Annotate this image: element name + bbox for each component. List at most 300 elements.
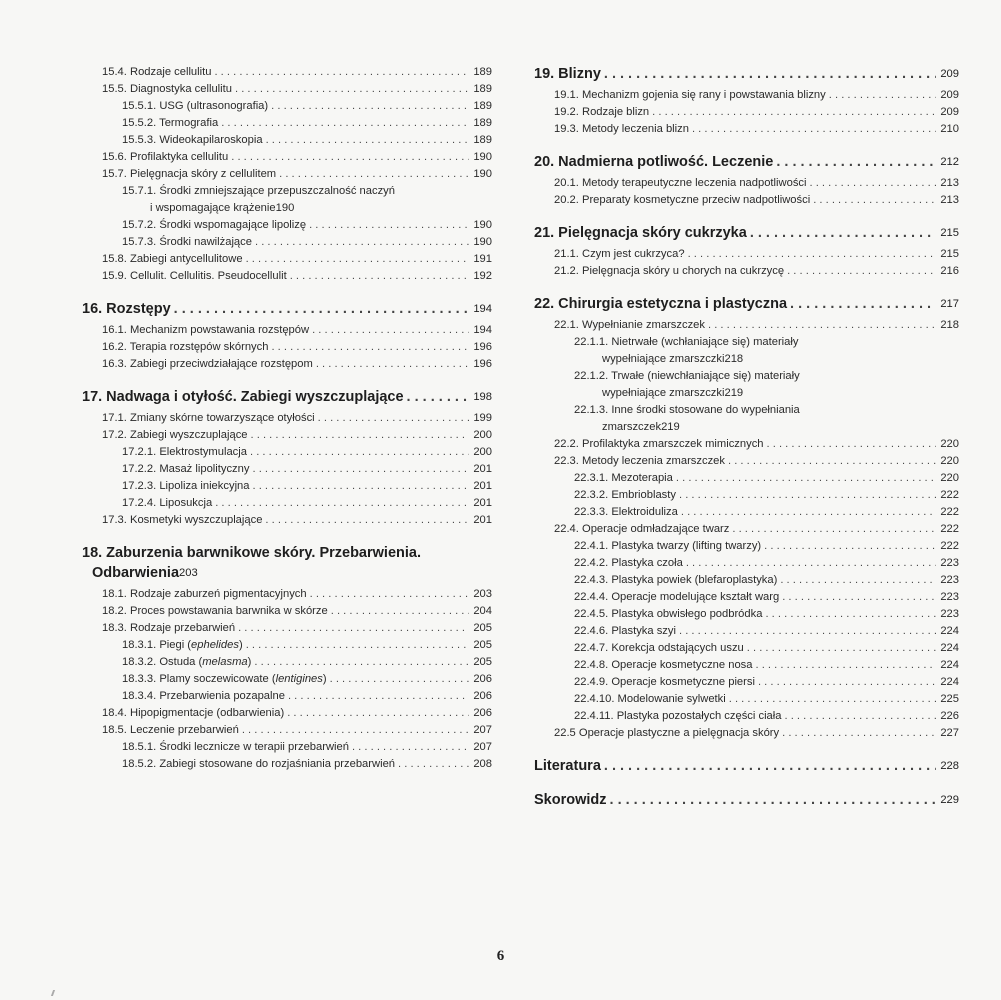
toc-entry: [534, 470, 959, 487]
toc-entry: [534, 487, 959, 504]
toc-page-number: 228: [940, 760, 959, 772]
toc-page-number: 226: [940, 710, 959, 722]
toc-entry-title: 22.4. Operacje odmładzające twarz: [554, 523, 730, 535]
toc-entry-title-cont: wypełniające zmarszczki: [602, 353, 725, 365]
toc-entry-title-cont: i wspomagające krążenie: [150, 202, 276, 214]
dot-leader: [316, 356, 470, 373]
toc-entry-title: 22.4.11. Plastyka pozostałych części ciała: [574, 710, 782, 722]
toc-entry-title: 22.3. Metody leczenia zmarszczek: [554, 455, 725, 467]
toc-entry: [82, 654, 492, 671]
toc-page-number: 223: [940, 608, 959, 620]
toc-entry-title: 22.3.3. Elektroiduliza: [574, 506, 678, 518]
dot-leader: [764, 538, 936, 555]
toc-entry-title: 15.9. Cellulit. Cellulitis. Pseudocellulit: [102, 270, 287, 282]
dot-leader: [330, 671, 470, 688]
toc-page-number: 196: [473, 358, 492, 370]
toc-page-number: 215: [940, 248, 959, 260]
toc-page-number: 207: [473, 741, 492, 753]
toc-entry: [534, 589, 959, 606]
toc-page-number: 189: [473, 83, 492, 95]
toc-entry: [82, 637, 492, 654]
toc-page-number: 205: [473, 656, 492, 668]
toc-entry-title: 20.1. Metody terapeutyczne leczenia nadpotliwości: [554, 177, 807, 189]
toc-page-number: 189: [473, 100, 492, 112]
toc-page-number: 219: [724, 387, 744, 399]
toc-page-number: 224: [940, 676, 959, 688]
toc-entry: [534, 317, 959, 334]
toc-page-number: 223: [940, 591, 959, 603]
dot-leader: [252, 461, 469, 478]
toc-page-number: 200: [473, 446, 492, 458]
toc-entry: [82, 115, 492, 132]
toc-entry-title: 22.4.5. Plastyka obwisłego podbródka: [574, 608, 763, 620]
toc-page-number: 190: [275, 202, 295, 214]
toc-entry: [82, 339, 492, 356]
toc-entry: [534, 555, 959, 572]
toc-entry: [534, 504, 959, 521]
dot-leader: [266, 132, 470, 149]
dot-leader: [352, 739, 469, 756]
toc-page-number: 201: [473, 497, 492, 509]
dot-leader: [290, 268, 470, 285]
dot-leader: [679, 487, 936, 504]
toc-entry: [82, 688, 492, 705]
toc-entry-title: [122, 654, 251, 671]
toc-page-number: 206: [473, 690, 492, 702]
toc-entry: [534, 104, 959, 121]
toc-page-number: 212: [940, 156, 959, 168]
toc-entry-title: 22.4.1. Plastyka twarzy (lifting twarzy): [574, 540, 762, 552]
toc-chapter: [534, 294, 959, 314]
toc-entry: [82, 356, 492, 373]
toc-page-number: 198: [473, 391, 492, 403]
dot-leader: [692, 121, 936, 138]
toc-page-number: 213: [940, 177, 959, 189]
toc-entry-title: 16.1. Mechanizm powstawania rozstępów: [102, 324, 310, 336]
toc-page-number: 225: [940, 693, 959, 705]
toc-entry-title: 15.5.1. USG (ultrasonografia): [122, 100, 269, 112]
toc-entry: [534, 192, 959, 209]
toc-entry-latin-term: ephelides: [191, 639, 239, 651]
toc-entry-title: 15.5.2. Termografia: [122, 117, 219, 129]
toc-entry: [534, 436, 959, 453]
toc-entry-continuation: [82, 563, 492, 583]
toc-page-number: 200: [473, 429, 492, 441]
dot-leader: [813, 192, 936, 209]
dot-leader: [750, 223, 937, 243]
toc-entry-latin-term: lentigines: [275, 673, 323, 685]
toc-entry-title: 18. Zaburzenia barwnikowe skóry. Przebarwienia.: [82, 545, 421, 561]
toc-entry-title: 22.3.2. Embrioblasty: [574, 489, 676, 501]
dot-leader: [652, 104, 936, 121]
dot-leader: [251, 427, 470, 444]
toc-entry-title: 19. Blizny: [534, 66, 601, 82]
toc-entry: [534, 453, 959, 470]
toc-entry-title-part: ): [247, 656, 252, 668]
toc-entry-title: 15.7.2. Środki wspomagające lipolizę: [122, 219, 307, 231]
toc-entry: [82, 671, 492, 688]
toc-entry-title: 22.4.9. Operacje kosmetyczne piersi: [574, 676, 755, 688]
dot-leader: [407, 387, 470, 407]
toc-entry-title: 22.1.3. Inne środki stosowane do wypełniania: [574, 404, 800, 416]
dot-leader: [829, 87, 937, 104]
toc-page-number: 190: [473, 151, 492, 163]
dot-leader: [331, 603, 470, 620]
dot-leader: [728, 453, 936, 470]
dot-leader: [790, 294, 936, 314]
toc-page-number: 215: [940, 227, 959, 239]
dot-leader: [318, 410, 470, 427]
toc-page-number: 189: [473, 66, 492, 78]
toc-entry-title: 16.3. Zabiegi przeciwdziałające rozstępom: [102, 358, 313, 370]
dot-leader: [729, 691, 937, 708]
toc-entry-title: 15.6. Profilaktyka cellulitu: [102, 151, 229, 163]
toc-page-number: 224: [940, 642, 959, 654]
toc-page-number: 201: [473, 463, 492, 475]
toc-page-number: 189: [473, 117, 492, 129]
toc-page-number: 218: [724, 353, 744, 365]
toc-entry-title: 15.7.3. Środki nawilżające: [122, 236, 252, 248]
toc-left-column: [82, 64, 492, 773]
toc-entry-title: 17.2.1. Elektrostymulacja: [122, 446, 247, 458]
toc-chapter: [534, 152, 959, 172]
toc-page-number: 209: [940, 106, 959, 118]
toc-entry-title: 22.1. Wypełnianie zmarszczek: [554, 319, 705, 331]
toc-page-number: 206: [473, 707, 492, 719]
toc-entry-title: 22.4.10. Modelowanie sylwetki: [574, 693, 726, 705]
toc-entry-title: 22.4.6. Plastyka szyi: [574, 625, 676, 637]
dot-leader: [235, 81, 469, 98]
dot-leader: [755, 657, 936, 674]
toc-entry: [534, 334, 959, 368]
toc-page-number: 196: [473, 341, 492, 353]
dot-leader: [604, 64, 936, 84]
toc-page-number: 199: [473, 412, 492, 424]
toc-entry-title: 19.2. Rodzaje blizn: [554, 106, 650, 118]
toc-entry: [82, 756, 492, 773]
toc-entry-latin-term: melasma: [202, 656, 248, 668]
toc-entry: [82, 512, 492, 529]
toc-entry-title: 19.3. Metody leczenia blizn: [554, 123, 689, 135]
dot-leader: [782, 589, 936, 606]
dot-leader: [246, 251, 470, 268]
toc-entry: [534, 708, 959, 725]
toc-entry-title: 20. Nadmierna potliwość. Leczenie: [534, 154, 774, 170]
toc-entry: [534, 521, 959, 538]
toc-entry: [534, 368, 959, 402]
toc-entry-title-cont: wypełniające zmarszczki: [602, 387, 725, 399]
dot-leader: [787, 263, 936, 280]
toc-page-number: 217: [940, 298, 959, 310]
toc-page-number: 205: [473, 639, 492, 651]
toc-page-number: 223: [940, 574, 959, 586]
toc-entry: [534, 263, 959, 280]
toc-entry: [82, 234, 492, 251]
toc-entry: [534, 674, 959, 691]
toc-page-number: 190: [473, 219, 492, 231]
dot-leader: [758, 674, 936, 691]
dot-leader: [271, 339, 469, 356]
toc-entry: [534, 725, 959, 742]
toc-entry-title: 18.5.2. Zabiegi stosowane do rozjaśniania przebarwień: [122, 758, 396, 770]
toc-entry-title: 18.5. Leczenie przebarwień: [102, 724, 239, 736]
toc-page-number: 190: [473, 236, 492, 248]
dot-leader: [255, 234, 469, 251]
dot-leader: [287, 705, 469, 722]
dot-leader: [174, 299, 470, 319]
toc-page-number: 220: [940, 455, 959, 467]
toc-entry-title: 22.3.1. Mezoterapia: [574, 472, 673, 484]
toc-entry: [82, 444, 492, 461]
dot-leader: [708, 317, 936, 334]
toc-page-number: 218: [940, 319, 959, 331]
toc-page-number: 208: [473, 758, 492, 770]
toc-entry: [82, 705, 492, 722]
dot-leader: [398, 756, 469, 773]
toc-page-number: 220: [940, 438, 959, 450]
toc-entry-title-part: 18.3.1. Piegi (: [122, 639, 192, 651]
toc-entry-title: 22. Chirurgia estetyczna i plastyczna: [534, 296, 788, 312]
toc-entry-title: 15.7. Pielęgnacja skóry z cellulitem: [102, 168, 277, 180]
toc-entry-title: 18.5.1. Środki lecznicze w terapii przebarwień: [122, 741, 349, 753]
toc-page-number: 216: [940, 265, 959, 277]
dot-leader: [686, 555, 937, 572]
dot-leader: [776, 152, 936, 172]
toc-entry-title: 16.2. Terapia rozstępów skórnych: [102, 341, 269, 353]
dot-leader: [681, 504, 936, 521]
dot-leader: [782, 725, 936, 742]
toc-entry-title: 21.2. Pielęgnacja skóry u chorych na cukrzycę: [554, 265, 785, 277]
toc-page-number: 222: [940, 540, 959, 552]
dot-leader: [254, 654, 469, 671]
toc-right-column: [534, 64, 959, 813]
toc-entry-title: 15.7.1. Środki zmniejszające przepuszczalność naczyń: [122, 185, 395, 197]
dot-leader: [271, 98, 469, 115]
toc-entry-title: [122, 671, 327, 688]
dot-leader: [238, 620, 469, 637]
toc-entry-title: 16. Rozstępy: [82, 301, 171, 317]
toc-entry-title: 17.1. Zmiany skórne towarzyszące otyłości: [102, 412, 315, 424]
toc-entry-title: 21. Pielęgnacja skóry cukrzyka: [534, 225, 747, 241]
toc-entry: [534, 623, 959, 640]
dot-leader: [246, 637, 470, 654]
toc-page-number: 209: [940, 68, 959, 80]
toc-entry: [534, 246, 959, 263]
scan-mark: [51, 990, 55, 996]
toc-entry-title: 22.4.3. Plastyka powiek (blefaroplastyka): [574, 574, 778, 586]
toc-chapter: [534, 64, 959, 84]
toc-page-number: 210: [940, 123, 959, 135]
toc-entry-title: 19.1. Mechanizm gojenia się rany i powstawania blizny: [554, 89, 826, 101]
toc-entry: [82, 217, 492, 234]
toc-entry: [82, 586, 492, 603]
toc-entry: [534, 572, 959, 589]
dot-leader: [215, 495, 469, 512]
toc-entry-title: Skorowidz: [534, 792, 607, 808]
toc-entry-title-cont: zmarszczek: [602, 421, 662, 433]
toc-entry: [534, 657, 959, 674]
toc-entry: [82, 739, 492, 756]
toc-entry-title: Literatura: [534, 758, 601, 774]
toc-entry-continuation: [574, 385, 959, 402]
toc-page-number: 189: [473, 134, 492, 146]
toc-entry: [82, 268, 492, 285]
toc-entry: [82, 322, 492, 339]
toc-entry: [82, 149, 492, 166]
toc-page-number: 224: [940, 625, 959, 637]
toc-entry-title: 17.2.4. Liposukcja: [122, 497, 213, 509]
toc-entry-title: 22.4.8. Operacje kosmetyczne nosa: [574, 659, 753, 671]
toc-entry: [534, 402, 959, 436]
dot-leader: [221, 115, 469, 132]
toc-entry-title: 17.2.2. Masaż lipolityczny: [122, 463, 250, 475]
toc-page-number: 191: [473, 253, 492, 265]
dot-leader: [780, 572, 936, 589]
toc-page-number: 227: [940, 727, 959, 739]
toc-entry: [82, 722, 492, 739]
dot-leader: [747, 640, 937, 657]
toc-entry: [534, 87, 959, 104]
toc-entry: [82, 81, 492, 98]
toc-page-number: 203: [473, 588, 492, 600]
toc-entry: [82, 410, 492, 427]
toc-page-number: 213: [940, 194, 959, 206]
toc-entry-title: 18.4. Hipopigmentacje (odbarwienia): [102, 707, 285, 719]
dot-leader: [288, 688, 469, 705]
dot-leader: [242, 722, 470, 739]
toc-entry-title: 18.3.4. Przebarwienia pozapalne: [122, 690, 285, 702]
dot-leader: [610, 790, 937, 810]
toc-entry-title: 22.5 Operacje plastyczne a pielęgnacja skóry: [554, 727, 780, 739]
page-number: 6: [496, 948, 505, 964]
dot-leader: [253, 478, 470, 495]
toc-page-number: 194: [473, 324, 492, 336]
toc-entry-title: 15.8. Zabiegi antycellulitowe: [102, 253, 243, 265]
toc-page-number: 222: [940, 506, 959, 518]
toc-entry: [534, 121, 959, 138]
toc-entry: [534, 606, 959, 623]
toc-entry: [82, 461, 492, 478]
toc-entry-continuation: [574, 419, 959, 436]
toc-entry-title: 17.2.3. Lipoliza iniekcyjna: [122, 480, 250, 492]
toc-entry-title: 17.3. Kosmetyki wyszczuplające: [102, 514, 263, 526]
toc-page-number: 192: [473, 270, 492, 282]
dot-leader: [214, 64, 469, 81]
dot-leader: [310, 586, 470, 603]
toc-entry-title: 17. Nadwaga i otyłość. Zabiegi wyszczuplające: [82, 389, 404, 405]
toc-page-number: 223: [940, 557, 959, 569]
toc-entry: [82, 64, 492, 81]
toc-entry-title-part: 18.3.2. Ostuda (: [122, 656, 203, 668]
toc-page-number: 190: [473, 168, 492, 180]
dot-leader: [279, 166, 469, 183]
toc-page-number: 224: [940, 659, 959, 671]
toc-entry-title: 22.4.4. Operacje modelujące kształt warg: [574, 591, 780, 603]
toc-entry-title: 18.2. Proces powstawania barwnika w skórze: [102, 605, 328, 617]
toc-chapter: [534, 223, 959, 243]
toc-entry: [82, 166, 492, 183]
toc-entry: [82, 251, 492, 268]
dot-leader: [250, 444, 469, 461]
dot-leader: [604, 756, 936, 776]
toc-page-number: 207: [473, 724, 492, 736]
toc-entry-title: 15.4. Rodzaje cellulitu: [102, 66, 212, 78]
toc-chapter: [534, 790, 959, 810]
dot-leader: [312, 322, 469, 339]
toc-chapter: [82, 543, 492, 583]
toc-page-number: 205: [473, 622, 492, 634]
toc-entry: [82, 98, 492, 115]
toc-page-number: 201: [473, 514, 492, 526]
toc-entry-title-part: 18.3.3. Plamy soczewicowate (: [122, 673, 276, 685]
dot-leader: [309, 217, 469, 234]
toc-page-number: 220: [940, 472, 959, 484]
toc-entry: [82, 620, 492, 637]
dot-leader: [765, 606, 936, 623]
dot-leader: [265, 512, 469, 529]
toc-entry-title-part: ): [238, 639, 243, 651]
toc-entry-title: 18.1. Rodzaje zaburzeń pigmentacyjnych: [102, 588, 307, 600]
toc-page-number: 201: [473, 480, 492, 492]
toc-entry: [534, 691, 959, 708]
toc-chapter: [82, 299, 492, 319]
toc-entry-title: 22.4.2. Plastyka czoła: [574, 557, 683, 569]
toc-entry: [82, 132, 492, 149]
toc-entry-title: [122, 637, 243, 654]
toc-entry-title: 21.1. Czym jest cukrzyca?: [554, 248, 685, 260]
toc-entry: [534, 175, 959, 192]
toc-entry-title: 15.5.3. Wideokapilaroskopia: [122, 134, 263, 146]
toc-chapter: [534, 756, 959, 776]
toc-entry-title-cont: Odbarwienia: [92, 565, 180, 581]
toc-entry-title: 22.2. Profilaktyka zmarszczek mimicznych: [554, 438, 764, 450]
dot-leader: [785, 708, 937, 725]
toc-page-number: 222: [940, 489, 959, 501]
toc-page-number: 222: [940, 523, 959, 535]
dot-leader: [810, 175, 937, 192]
toc-entry-continuation: [574, 351, 959, 368]
toc-entry: [82, 478, 492, 495]
toc-entry-continuation: [122, 200, 492, 217]
toc-entry-title: 22.4.7. Korekcja odstających uszu: [574, 642, 744, 654]
toc-page-number: 219: [661, 421, 680, 433]
toc-page-number: 206: [473, 673, 492, 685]
toc-entry: [534, 538, 959, 555]
toc-page-number: 209: [940, 89, 959, 101]
toc-entry-title: 18.3. Rodzaje przebarwień: [102, 622, 236, 634]
toc-entry: [534, 640, 959, 657]
toc-entry-title: 15.5. Diagnostyka cellulitu: [102, 83, 232, 95]
toc-page-number: 229: [940, 794, 959, 806]
dot-leader: [676, 470, 936, 487]
toc-chapter: [82, 387, 492, 407]
dot-leader: [732, 521, 936, 538]
dot-leader: [688, 246, 937, 263]
toc-entry-title: 17.2. Zabiegi wyszczuplające: [102, 429, 248, 441]
toc-entry: [82, 495, 492, 512]
toc-entry-title: 20.2. Preparaty kosmetyczne przeciw nadpotliwości: [554, 194, 811, 206]
toc-page-number: 204: [473, 605, 492, 617]
toc-entry: [82, 183, 492, 217]
toc-page-number: 194: [473, 303, 492, 315]
toc-page-number: 203: [179, 567, 198, 579]
toc-entry: [82, 603, 492, 620]
toc-entry-title-part: ): [322, 673, 327, 685]
toc-entry-title: 22.1.1. Nietrwałe (wchłaniające się) materiały: [574, 336, 799, 348]
dot-leader: [231, 149, 469, 166]
dot-leader: [679, 623, 936, 640]
toc-entry: [82, 427, 492, 444]
